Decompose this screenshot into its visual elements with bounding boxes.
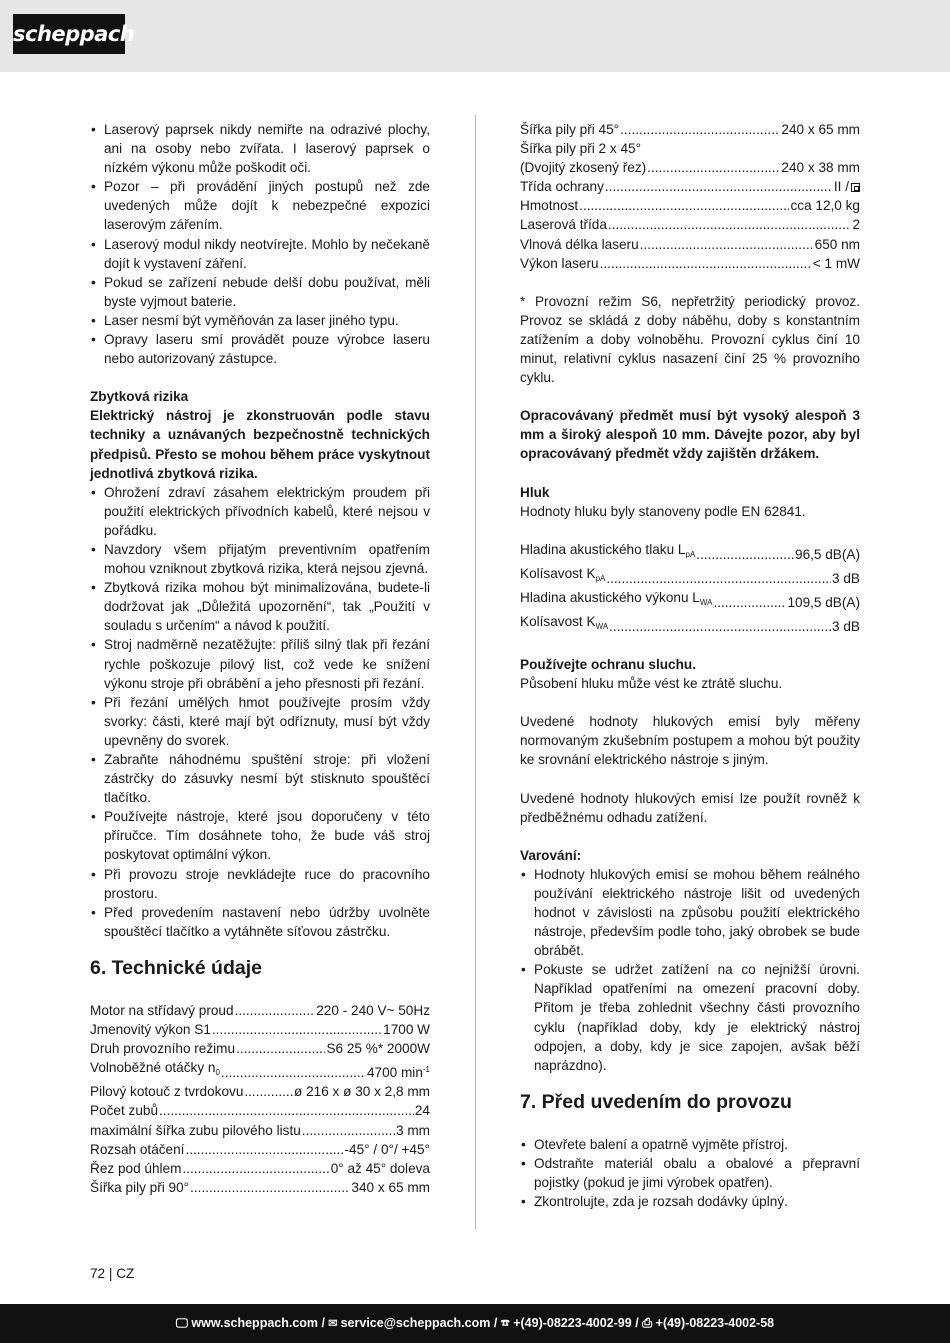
noise-row bbox=[520, 540, 860, 564]
spec-value: 24 bbox=[414, 1103, 430, 1119]
noise-label-subscript: WA bbox=[595, 621, 609, 631]
noise-row bbox=[520, 588, 860, 612]
noise-value: 3 dB bbox=[832, 618, 860, 634]
spec-row bbox=[520, 196, 860, 215]
spec-row bbox=[520, 177, 860, 196]
list-item: • Opravy laseru smí provádět pouze výrobce laseru nebo autorizovaný zástupce. bbox=[90, 330, 430, 368]
spec-label: Šířka pily při 45° bbox=[520, 122, 620, 137]
spec-row bbox=[90, 1178, 430, 1197]
list-item: • Pokud se zařízení nebude delší dobu používat, měli byste vyjmout baterie. bbox=[90, 273, 430, 311]
list-item: • Před provedením nastavení nebo údržby uvolněte spouštěcí tlačítko a vytáhněte síťovou zástrčku. bbox=[90, 903, 430, 941]
spec-row bbox=[90, 1082, 430, 1101]
noise-value: 109,5 dB(A) bbox=[787, 594, 860, 610]
noise-label-subscript: pA bbox=[595, 573, 606, 583]
scheppach-logo: scheppach bbox=[13, 14, 125, 54]
left-column bbox=[90, 120, 430, 1197]
list-item: • Zkontrolujte, zda je rozsah dodávky úplný. bbox=[520, 1192, 860, 1211]
right-column bbox=[520, 120, 860, 1211]
spec-row bbox=[520, 158, 860, 177]
list-item: • Ohrožení zdraví zásahem elektrickým proudem při použití elektrických přívodních kabelů, které nejsou v pořádku. bbox=[90, 483, 430, 540]
spec-label: maximální šířka zubu pilového listu bbox=[90, 1122, 301, 1138]
noise-label-subscript: WA bbox=[699, 597, 713, 607]
startup-list bbox=[520, 1135, 860, 1211]
spec-value: -45° / 0°/ +45° bbox=[344, 1141, 430, 1157]
hearing-protection-title: Používejte ochranu sluchu. bbox=[520, 657, 696, 673]
spec-label-subscript: 0 bbox=[215, 1068, 220, 1078]
spec-label: Výkon laseru bbox=[520, 255, 599, 271]
spec-value: ø 216 x ø 30 x 2,8 mm bbox=[294, 1084, 430, 1100]
email-icon: ✉ bbox=[328, 1316, 338, 1330]
list-item: • Navzdory všem přijatým preventivním opatřením mohou vzniknout zbytková rizika, která nejsou zjevná. bbox=[90, 540, 430, 578]
spec-label: Hmotnost bbox=[520, 198, 579, 214]
list-item: • Laserový paprsek nikdy nemiřte na odrazivé plochy, ani na osoby nebo zvířata. I laserový paprsek o nízkém výkonu může poškodit oči. bbox=[90, 120, 430, 177]
spec-label: Laserová třída bbox=[520, 217, 607, 233]
fax-icon: ⎙ bbox=[642, 1316, 653, 1330]
spec-label: Druh provozního režimu bbox=[90, 1041, 236, 1057]
warning-title: Varování: bbox=[520, 847, 582, 863]
phone-icon: ☎ bbox=[500, 1316, 510, 1330]
spec-label: Jmenovitý výkon S1 bbox=[90, 1022, 211, 1038]
noise-label: Hladina akustického tlaku L bbox=[520, 541, 686, 557]
noise-values-table bbox=[520, 540, 860, 636]
spec-label: Rozsah otáčení bbox=[90, 1141, 185, 1157]
spec-value-superscript: -1 bbox=[422, 1065, 430, 1075]
spec-row bbox=[90, 1039, 430, 1058]
residual-risks-intro: Elektrický nástroj je zkonstruován podle stavu techniky a uznávaných bezpečnostně technických předpisů. Přesto se mohou během práce vyskytnout jednotlivá zbytková rizika. bbox=[90, 408, 430, 481]
operating-mode-footnote: * Provozní režim S6, nepřetržitý periodický provoz. Provoz se skládá z doby náběhu, doby s konstantním zatížením a doby volnoběhu. Provozní cyklus činí 10 minut, relativní cyklus nasazení činí 25 % provozního cyklu. bbox=[520, 293, 860, 386]
noise-paragraph: Uvedené hodnoty hlukových emisí lze použít rovněž k předběžnému odhadu zatížení. bbox=[520, 790, 860, 825]
spec-value: 240 x 38 mm bbox=[781, 160, 860, 176]
spec-value: S6 25 %* 2000W bbox=[326, 1041, 430, 1057]
noise-row bbox=[520, 612, 860, 636]
hearing-protection-text: Působení hluku může vést ke ztrátě sluchu. bbox=[520, 676, 783, 692]
section-heading-technical-data: 6. Technické údaje bbox=[90, 956, 262, 979]
list-item: • Pokuste se udržet zatížení na co nejnižší úrovni. Například opatřeními na omezení pracovní doby. Přitom je třeba zohlednit všechny části provozního cyklu (například doby, kdy je elektrický nástroj odpojen, a doby, kdy je sice zapojen, avšak běží naprázdno). bbox=[520, 960, 860, 1075]
list-item: • Zabraňte náhodnému spuštění stroje: při vložení zástrčky do zásuvky nesmí být stisknuto spouštěcí tlačítko. bbox=[90, 750, 430, 807]
spec-label: Volnoběžné otáčky n bbox=[90, 1060, 216, 1076]
list-item: • Při řezání umělých hmot používejte prosím vždy svorky: části, které mají být odříznuty, musí být vždy upevněny do svorek. bbox=[90, 693, 430, 750]
monitor-icon: 🖵 bbox=[175, 1316, 188, 1330]
spec-value: 650 nm bbox=[814, 236, 860, 252]
list-item: • Laserový modul nikdy neotvírejte. Mohlo by nečekaně dojít k vystavení záření. bbox=[90, 235, 430, 273]
spec-label: Pilový kotouč z tvrdokovu bbox=[90, 1084, 244, 1100]
spec-value: 2 bbox=[852, 217, 860, 233]
noise-intro: Hodnoty hluku byly stanoveny podle EN 62841. bbox=[520, 503, 806, 519]
spec-row bbox=[90, 1159, 430, 1178]
noise-value: 96,5 dB(A) bbox=[795, 546, 860, 562]
spec-value: cca 12,0 kg bbox=[790, 198, 860, 214]
list-item: • Pozor – při provádění jiných postupů než zde uvedených může dojít k nebezpečné expozici laserovým zářením. bbox=[90, 177, 430, 234]
section-heading-startup: 7. Před uvedením do provozu bbox=[520, 1090, 792, 1113]
workpiece-note: Opracovávaný předmět musí být vysoký alespoň 3 mm a široký alespoň 10 mm. Dávejte pozor, aby byl opracovávaný předmět vždy zajištěn držákem. bbox=[520, 408, 860, 462]
list-item: • Při provozu stroje nevkládejte ruce do pracovního prostoru. bbox=[90, 865, 430, 903]
noise-label: Kolísavost K bbox=[520, 613, 596, 629]
spec-row bbox=[90, 1020, 430, 1039]
list-item: • Hodnoty hlukových emisí se mohou během reálného používání elektrického nástroje lišit od uvedených hodnot v závislosti na způsobu použití elektrického nástroje, především podle toho, jaký obrobek se bude obrábět. bbox=[520, 865, 860, 960]
fax-number: +(49)-08223-4002-58 bbox=[655, 1316, 775, 1330]
spec-label: Šířka pily při 90° bbox=[90, 1179, 190, 1195]
spec-row bbox=[90, 1101, 430, 1120]
page-footer: 🖵 www.scheppach.com / ✉ service@scheppach.com / ☎ +(49)-08223-4002-99 / ⎙ +(49)-08223-4002-58 bbox=[0, 1304, 950, 1343]
noise-label-subscript: pA bbox=[685, 549, 696, 559]
spec-row bbox=[520, 215, 860, 234]
spec-label: Vlnová délka laseru bbox=[520, 236, 639, 252]
list-item: • Zbytková rizika mohou být minimalizována, budete-li dodržovat jak „Důležitá upozornění“, tak „Použití v souladu s určením“ a návod k použití. bbox=[90, 578, 430, 635]
noise-value: 3 dB bbox=[832, 570, 860, 586]
spec-row bbox=[90, 1140, 430, 1159]
spec-row bbox=[520, 235, 860, 254]
list-item: • Používejte nástroje, které jsou doporučeny v této příručce. Tím dosáhnete toho, že bude váš stroj poskytovat optimální výkon. bbox=[90, 807, 430, 864]
spec-label: Třída ochrany bbox=[520, 179, 604, 195]
residual-risks-title: Zbytková rizika bbox=[90, 389, 189, 405]
list-item: • Stroj nadměrně nezatěžujte: příliš silný tlak při řezání rychle poškozuje pilový list, což vede ke snížení výkonu stroje při obrábění a jeho přesnosti při řezání. bbox=[90, 635, 430, 692]
spec-value: 3 mm bbox=[396, 1122, 430, 1138]
double-insulation-icon bbox=[851, 183, 860, 192]
phone-number: +(49)-08223-4002-99 bbox=[513, 1316, 632, 1330]
noise-paragraph: Uvedené hodnoty hlukových emisí byly měřeny normovaným zkušebním postupem a mohou být použity ke srovnání elektrického nástroje s jiným. bbox=[520, 714, 860, 768]
noise-label: Kolísavost K bbox=[520, 565, 596, 581]
spec-row bbox=[90, 1058, 430, 1082]
list-item: • Odstraňte materiál obalu a obalové a přepravní pojistky (pokud je jimi výrobek opatřen). bbox=[520, 1154, 860, 1192]
technical-data-table bbox=[90, 1001, 430, 1197]
spec-value: 220 - 240 V~ 50Hz bbox=[316, 1002, 430, 1018]
list-item: • Laser nesmí být vyměňován za laser jiného typu. bbox=[90, 311, 430, 330]
page-header bbox=[0, 0, 950, 72]
noise-row bbox=[520, 564, 860, 588]
spec-label: Řez pod úhlem bbox=[90, 1160, 182, 1176]
noise-label: Hladina akustického výkonu L bbox=[520, 589, 700, 605]
page-number: 72 | CZ bbox=[90, 1266, 135, 1281]
spec-row bbox=[520, 120, 860, 139]
spec-row bbox=[90, 1121, 430, 1140]
spec-label: (Dvojitý zkosený řez) bbox=[520, 160, 647, 176]
list-item: • Otevřete balení a opatrně vyjměte přístroj. bbox=[520, 1135, 860, 1154]
spec-row bbox=[90, 1001, 430, 1020]
noise-title: Hluk bbox=[520, 484, 550, 500]
column-divider bbox=[475, 115, 476, 1230]
spec-value: 4700 min bbox=[366, 1065, 423, 1081]
spec-label: Motor na střídavý proud bbox=[90, 1002, 234, 1018]
laser-safety-list bbox=[90, 120, 430, 368]
email-link[interactable]: service@scheppach.com bbox=[340, 1316, 491, 1330]
spec-value: 240 x 65 mm bbox=[781, 122, 860, 137]
spec-value: 1700 W bbox=[383, 1022, 430, 1038]
spec-value: II / bbox=[833, 179, 849, 195]
spec-value: < 1 mW bbox=[812, 255, 860, 271]
spec-value: 0° až 45° doleva bbox=[330, 1160, 430, 1176]
spec-value: 340 x 65 mm bbox=[351, 1179, 430, 1195]
warning-list bbox=[520, 865, 860, 1075]
website-link[interactable]: www.scheppach.com bbox=[191, 1316, 319, 1330]
spec-label: Počet zubů bbox=[90, 1103, 159, 1119]
spec-label: Šířka pily při 2 x 45° bbox=[520, 141, 642, 157]
residual-risks-list bbox=[90, 483, 430, 941]
spec-row bbox=[520, 254, 860, 273]
